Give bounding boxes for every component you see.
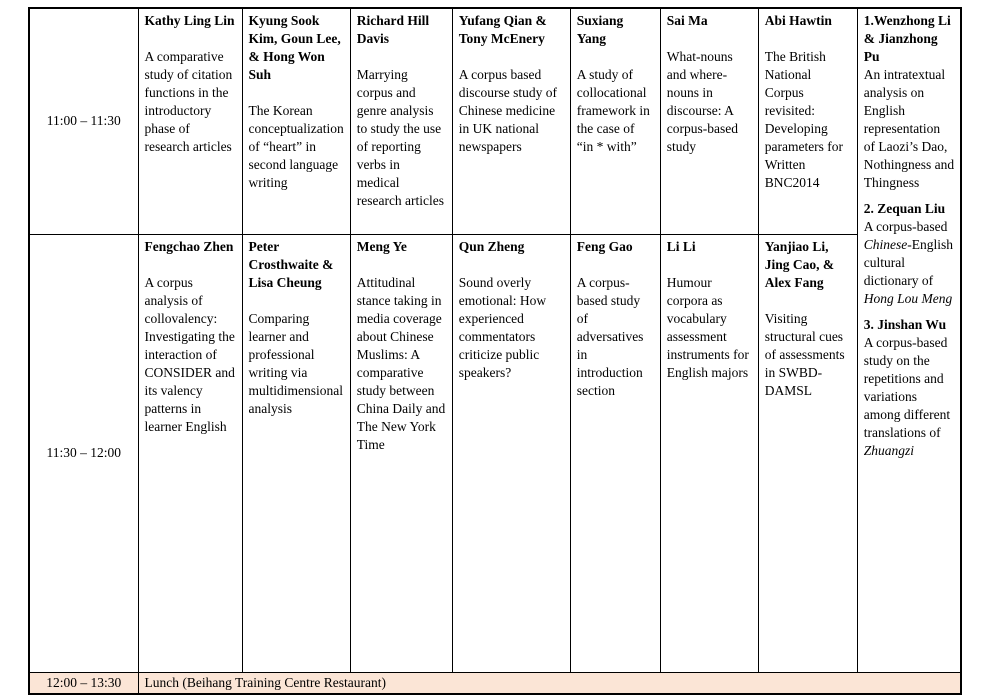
program-table: [28, 7, 962, 695]
session-title: Marrying corpus and genre analysis to study the use of reporting verbs in medical research articles: [356, 67, 445, 208]
session-authors: Yanjiao Li, Jing Cao, & Alex Fang: [764, 238, 835, 290]
session-authors: Kyung Sook Kim, Goun Lee, & Hong Won Suh: [248, 13, 341, 82]
lunch-label: Lunch (Beihang Training Centre Restaurant): [144, 674, 386, 690]
time-cell-1: [29, 8, 138, 234]
session-authors: Kathy Ling Lin: [144, 13, 235, 28]
session-title: A corpus-based Chinese-English cultural dictionary of Hong Lou Meng: [863, 219, 953, 306]
session-title: Comparing learner and professional writing via multidimensional analysis: [248, 310, 343, 416]
session-authors: Meng Ye: [356, 238, 407, 254]
session-authors: 3. Jinshan Wu: [863, 317, 947, 332]
session-title: A comparative study of citation functions in the introductory phase of research articles: [144, 49, 233, 154]
session-title: Humour corpora as vocabulary assessment instruments for English majors: [666, 274, 749, 380]
session-title: A corpus based discourse study of Chinese medicine in UK national newspapers: [458, 67, 557, 154]
session-cell-r2c6: [660, 234, 758, 672]
session-authors: Suxiang Yang: [576, 13, 624, 46]
session-title: Visiting structural cues of assessments in SWBD-DAMSL: [764, 310, 845, 398]
session-title: An intratextual analysis on English representation of Laozi’s Dao, Nothingness and Thingness: [863, 67, 955, 190]
spacer: [667, 30, 752, 48]
session-title: A corpus-based study on the repetitions and variations among different translations of Zhuangzi: [863, 335, 951, 458]
session-item-2: [864, 200, 955, 308]
time-cell-2: [29, 234, 138, 672]
time-slot-label: 11:00 – 11:30: [46, 113, 121, 129]
schedule-row-2: [29, 234, 961, 672]
merged-sessions-cell: [857, 8, 961, 672]
session-cell-r1c2: [242, 8, 350, 234]
session-title: A study of collocational framework in the case of “in * with”: [576, 67, 650, 154]
session-title: The British National Corpus revisited: Developing parameters for Written BNC2014: [764, 49, 844, 190]
spacer: [765, 292, 851, 310]
time-slot-label: 12:00 – 13:30: [46, 674, 122, 690]
session-item-1: [864, 12, 955, 192]
lunch-label-cell: [138, 672, 961, 694]
spacer: [459, 256, 564, 274]
session-cell-r2c1: [138, 234, 242, 672]
session-cell-r1c3: [350, 8, 452, 234]
session-title: A corpus analysis of collovalency: Investigating the interaction of CONSIDER and its valency patterns in learner English: [144, 274, 235, 434]
lunch-time-cell: [29, 672, 138, 694]
lunch-row: [29, 672, 961, 694]
session-cell-r1c5: [570, 8, 660, 234]
session-authors: Fengchao Zhen: [144, 238, 234, 254]
session-authors: Feng Gao: [576, 238, 633, 254]
session-cell-r1c7: [758, 8, 857, 234]
session-cell-r2c2: [242, 234, 350, 672]
session-title: The Korean conceptualization of “heart” in second language writing: [248, 103, 344, 190]
spacer: [249, 84, 344, 102]
spacer: [145, 256, 236, 274]
session-title: Sound overly emotional: How experienced commentators criticize public speakers?: [458, 274, 547, 380]
session-authors: Yufang Qian & Tony McEnery: [458, 13, 547, 46]
session-cell-r1c1: [138, 8, 242, 234]
session-cell-r2c4: [452, 234, 570, 672]
session-authors: Sai Ma: [666, 13, 708, 28]
session-cell-r2c3: [350, 234, 452, 672]
spacer: [145, 30, 236, 48]
spacer: [577, 48, 654, 66]
session-cell-r1c6: [660, 8, 758, 234]
spacer: [357, 256, 446, 274]
session-authors: Qun Zheng: [458, 238, 525, 254]
session-title: A corpus-based study of adversatives in introduction section: [576, 274, 644, 398]
session-authors: Peter Crosthwaite & Lisa Cheung: [248, 238, 334, 290]
spacer: [577, 256, 654, 274]
session-authors: Richard Hill Davis: [356, 13, 430, 46]
session-authors: 1.Wenzhong Li & Jianzhong Pu: [863, 13, 951, 64]
session-title: What-nouns and where-nouns in discourse: A corpus-based study: [666, 49, 738, 154]
session-title: Attitudinal stance taking in media coverage about Chinese Muslims: A comparative study between China Daily and The New York Time: [356, 274, 446, 452]
spacer: [357, 48, 446, 66]
session-cell-r1c4: [452, 8, 570, 234]
session-authors: Abi Hawtin: [764, 13, 832, 28]
time-slot-label: 11:30 – 12:00: [46, 445, 121, 460]
session-authors: Li Li: [666, 238, 696, 254]
session-cell-r2c7: [758, 234, 857, 672]
spacer: [459, 48, 564, 66]
spacer: [765, 30, 851, 48]
session-cell-r2c5: [570, 234, 660, 672]
spacer: [249, 292, 344, 310]
session-item-3: [864, 316, 955, 460]
spacer: [667, 256, 752, 274]
session-authors: 2. Zequan Liu: [863, 201, 946, 216]
schedule-row-1: [29, 8, 961, 234]
